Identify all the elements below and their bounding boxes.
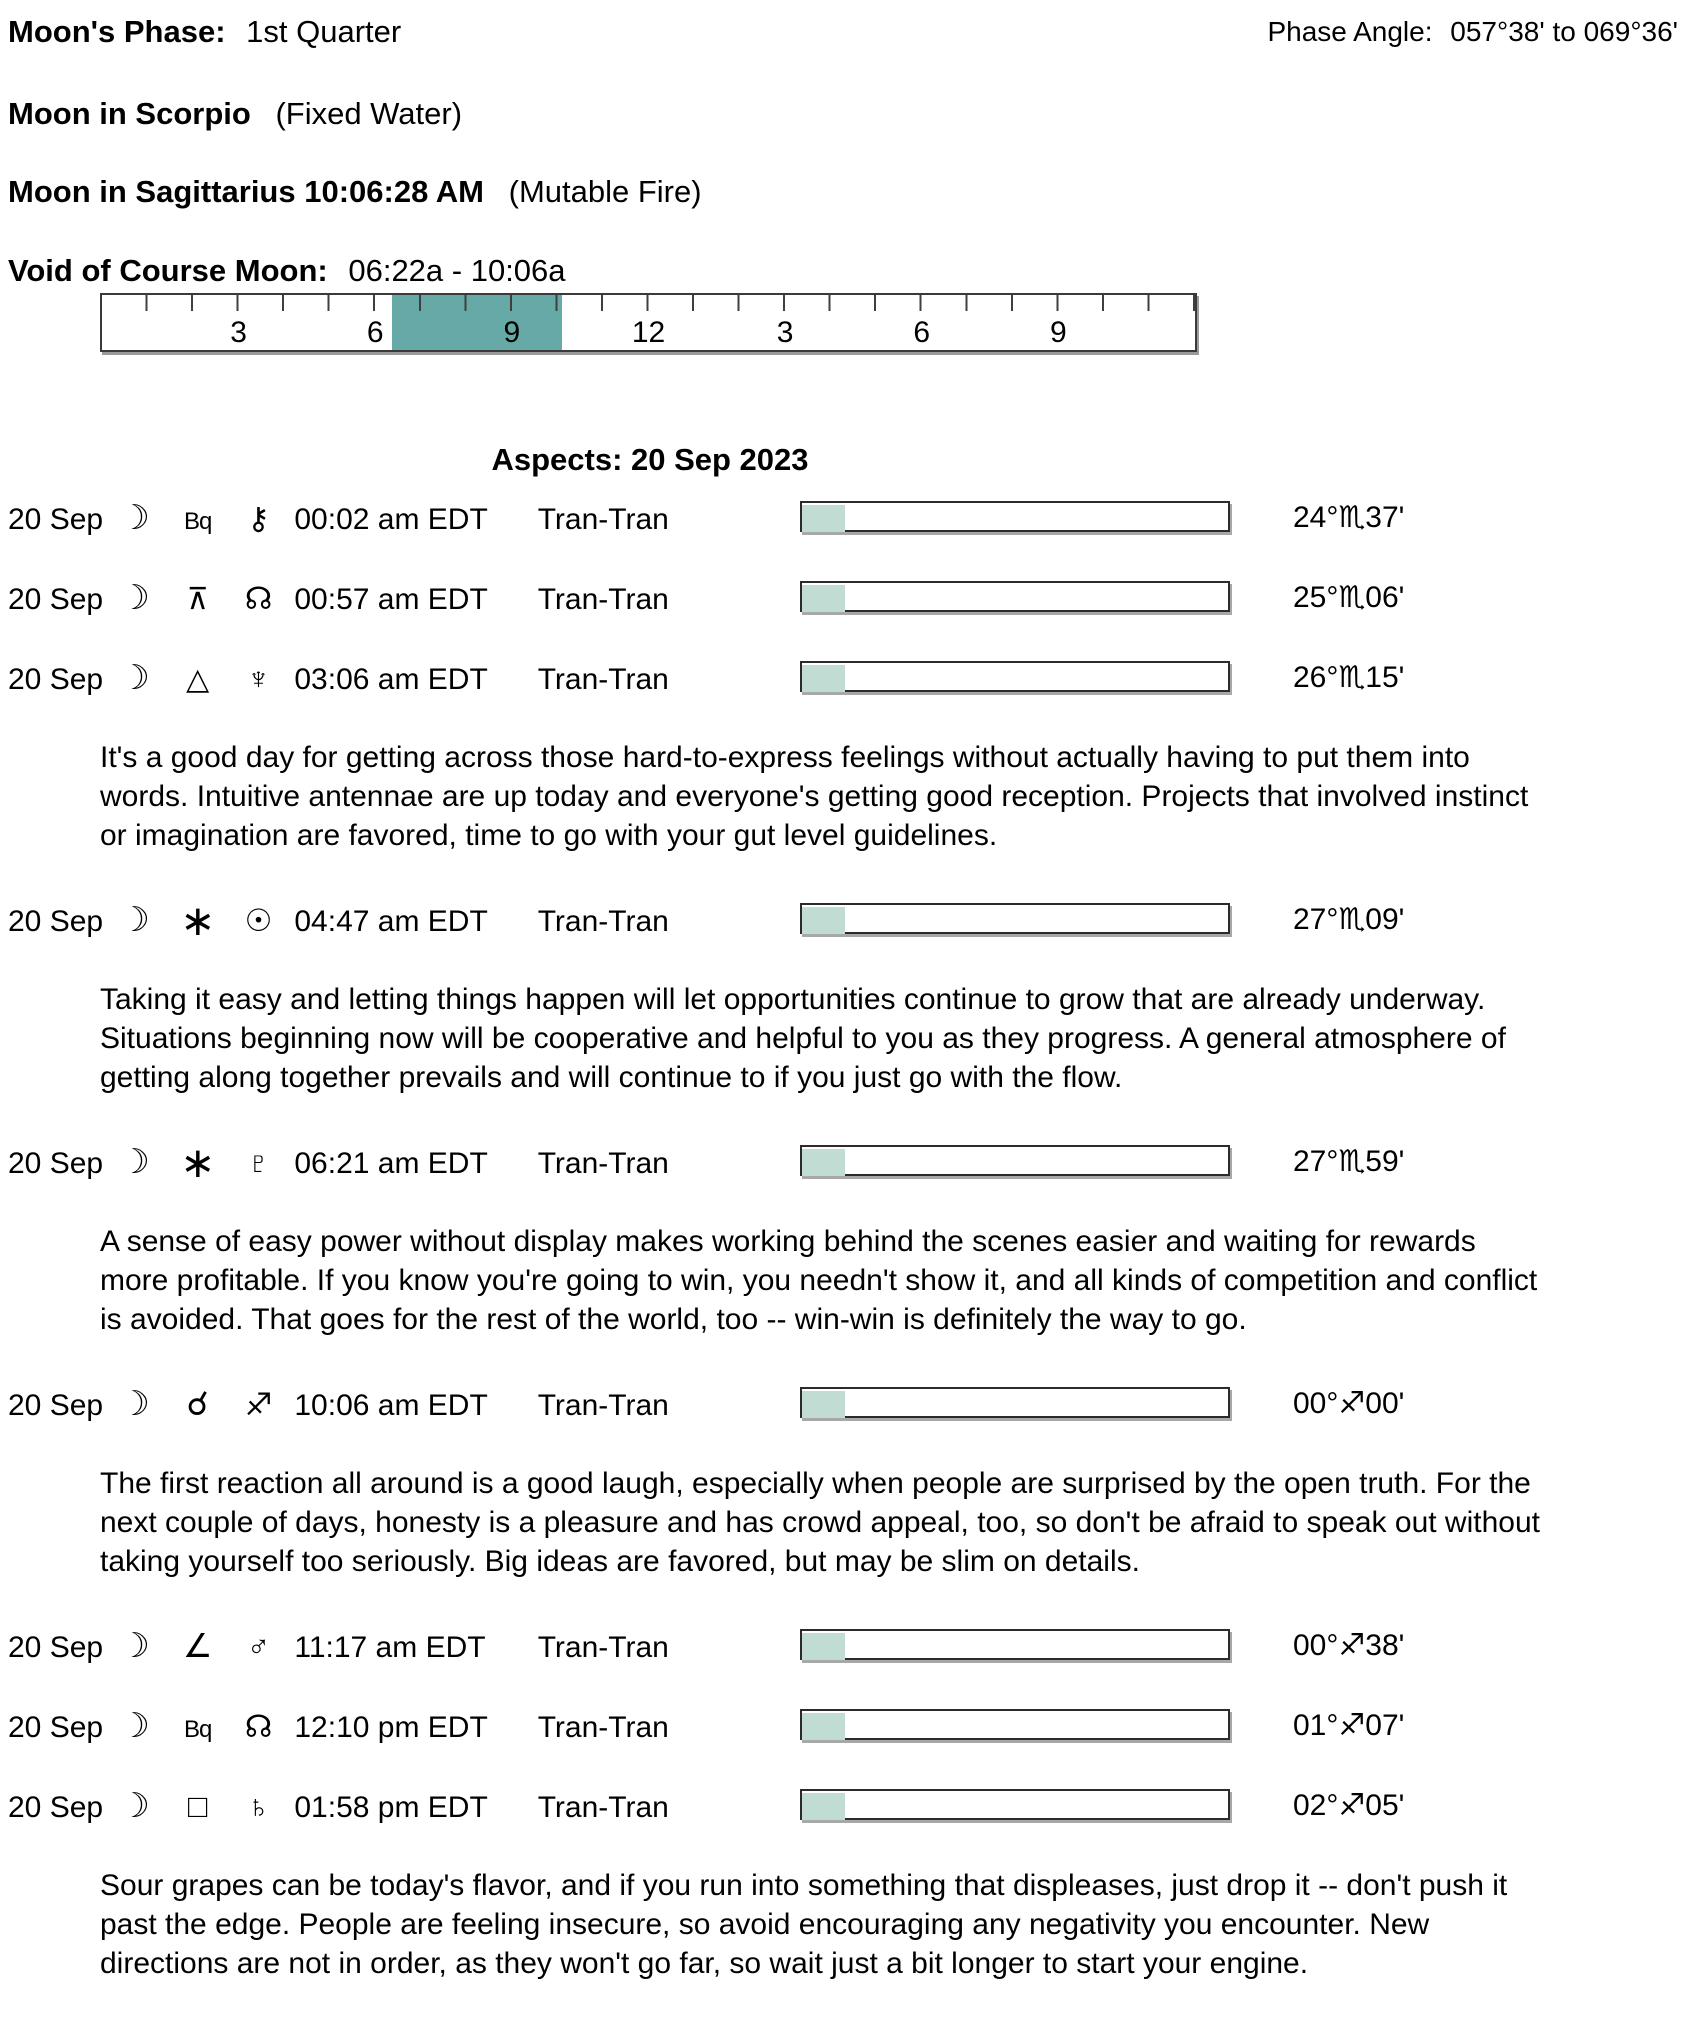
chiron-icon: ⚷ <box>247 501 270 536</box>
header-line-moon-scorpio <box>0 96 1688 132</box>
moon-icon: ☽ <box>119 901 150 939</box>
aspect-time: 03:06 am EDT <box>294 663 488 696</box>
moon-icon: ☽ <box>119 659 150 697</box>
orb-progress-fill <box>802 1149 845 1176</box>
aspect-block <box>0 1626 1688 1666</box>
aspect-block <box>0 498 1688 538</box>
aspect-position: 02°♐05' <box>1293 1789 1405 1822</box>
orb-progress-bar <box>800 501 1230 532</box>
ruler-hour-label: 3 <box>230 316 247 349</box>
header-line-phase <box>0 14 1688 50</box>
moon-in-scorpio-label: Moon in Scorpio <box>8 96 251 131</box>
voc-label: Void of Course Moon: <box>8 253 328 288</box>
aspect-block <box>0 578 1688 618</box>
aspect-time: 00:57 am EDT <box>294 583 488 616</box>
ruler-hour-ticks <box>102 295 1195 311</box>
aspect-time: 12:10 pm EDT <box>294 1711 488 1744</box>
orb-progress-fill <box>802 907 845 934</box>
voc-value: 06:22a - 10:06a <box>348 253 566 288</box>
aspect-position: 27°♏59' <box>1293 1145 1405 1178</box>
aspect-date: 20 Sep <box>8 1711 104 1744</box>
aspect-position: 00°♐00' <box>1293 1387 1405 1420</box>
moon-icon: ☽ <box>119 1385 150 1423</box>
aspect-type: Tran-Tran <box>537 1631 669 1664</box>
biquintile-icon: Bq <box>184 1716 212 1743</box>
orb-progress-fill <box>802 585 845 612</box>
trine-icon: △ <box>186 663 210 696</box>
aspect-time: 11:17 am EDT <box>294 1631 486 1664</box>
saturn-icon: ♄ <box>246 1789 271 1824</box>
aspect-type: Tran-Tran <box>537 1389 669 1422</box>
aspect-date: 20 Sep <box>8 1631 104 1664</box>
north-node-icon: ☊ <box>244 1709 273 1744</box>
orb-progress-bar <box>800 1709 1230 1740</box>
voc-timeline-ruler <box>100 293 1197 352</box>
aspect-row <box>0 1786 1688 1826</box>
aspect-row <box>0 1139 1688 1186</box>
aspect-row <box>0 498 1688 538</box>
orb-progress-fill <box>802 505 845 532</box>
aspect-time: 10:06 am EDT <box>294 1389 488 1422</box>
orb-progress-fill <box>802 665 845 692</box>
aspect-list <box>0 498 1688 1983</box>
ruler-hour-label: 9 <box>1050 316 1067 349</box>
aspect-interpretation: It's a good day for getting across those hard-to-express feelings without actually having to put them into words. Intuitive antennae are up today and everyone's getting good reception. Projects that involved instinct or imagination are favored, time to go with your gut level guidelines. <box>100 741 1529 852</box>
aspect-position: 25°♏06' <box>1293 581 1405 614</box>
aspect-position: 00°♐38' <box>1293 1629 1405 1662</box>
north-node-icon: ☊ <box>244 581 273 616</box>
moon-icon: ☽ <box>119 1787 150 1825</box>
moon-in-sagittarius-label: Moon in Sagittarius 10:06:28 AM <box>8 174 484 209</box>
orb-progress-bar <box>800 1145 1230 1176</box>
aspect-row <box>0 578 1688 618</box>
aspect-time: 00:02 am EDT <box>294 503 488 536</box>
orb-progress-bar <box>800 581 1230 612</box>
neptune-icon: ♆ <box>246 661 271 696</box>
aspect-position: 27°♏09' <box>1293 903 1405 936</box>
ruler-hour-label: 12 <box>631 316 666 349</box>
aspect-position: 24°♏37' <box>1293 501 1405 534</box>
moons-phase-label: Moon's Phase: <box>8 14 226 49</box>
orb-progress-bar <box>800 661 1230 692</box>
aspect-date: 20 Sep <box>8 663 104 696</box>
orb-progress-bar <box>800 903 1230 934</box>
aspects-title: Aspects: 20 Sep 2023 <box>491 442 809 477</box>
moon-icon: ☽ <box>119 1143 150 1181</box>
aspect-interpretation: Sour grapes can be today's flavor, and if you run into something that displeases, just drop it -- don't push it past the edge. People are feeling insecure, so avoid encouraging any negativity you encounter. New directions are not in order, as they won't go far, so wait just a bit longer to start your engine. <box>100 1869 1508 1980</box>
aspect-type: Tran-Tran <box>537 1711 669 1744</box>
aspect-block <box>0 1786 1688 1983</box>
aspect-block <box>0 897 1688 1097</box>
aspect-row <box>0 1626 1688 1666</box>
phase-angle-value: 057°38' to 069°36' <box>1450 16 1678 47</box>
aspect-date: 20 Sep <box>8 1389 104 1422</box>
sagittarius-icon: ♐ <box>244 1387 273 1422</box>
aspect-block <box>0 658 1688 855</box>
phase-angle <box>1267 16 1678 48</box>
aspect-time: 06:21 am EDT <box>294 1147 488 1180</box>
ruler-hour-label: 6 <box>366 316 384 349</box>
aspect-type: Tran-Tran <box>537 583 669 616</box>
orb-progress-fill <box>802 1713 845 1740</box>
aspect-row <box>0 1384 1688 1424</box>
aspect-date: 20 Sep <box>8 1791 104 1824</box>
mars-icon: ♂ <box>246 1629 271 1664</box>
sextile-icon: ∗ <box>180 1139 216 1186</box>
aspect-row <box>0 897 1688 944</box>
sun-icon: ☉ <box>244 903 273 938</box>
ruler-hour-label: 9 <box>503 316 521 349</box>
orb-progress-fill <box>802 1793 845 1820</box>
aspect-block <box>0 1384 1688 1581</box>
square-icon: □ <box>188 1788 208 1824</box>
aspect-position: 01°♐07' <box>1293 1709 1405 1742</box>
aspect-interpretation: The first reaction all around is a good laugh, especially when people are surprised by the open truth. For the next couple of days, honesty is a pleasure and has crowd appeal, too, so don't be afraid to speak out without taking yourself too seriously. Big ideas are favored, but may be slim on details. <box>100 1467 1540 1578</box>
aspect-time: 01:58 pm EDT <box>294 1791 488 1824</box>
orb-progress-bar <box>800 1629 1230 1660</box>
aspect-interpretation: A sense of easy power without display makes working behind the scenes easier and waiting for rewards more profitable. If you know you're going to win, you needn't show it, and all kinds of competition and conflict is avoided. That goes for the rest of the world, too -- win-win is definitely the way to go. <box>100 1225 1538 1336</box>
moon-icon: ☽ <box>119 1627 150 1665</box>
moon-in-scorpio-note: (Fixed Water) <box>275 96 463 131</box>
aspect-block <box>0 1706 1688 1746</box>
aspect-block <box>0 1139 1688 1339</box>
sextile-icon: ∗ <box>180 897 216 944</box>
aspect-row <box>0 1706 1688 1746</box>
orb-progress-fill <box>802 1633 845 1660</box>
aspect-time: 04:47 am EDT <box>294 905 488 938</box>
ruler-hour-label: 6 <box>913 316 931 349</box>
ruler-hour-label: 3 <box>776 316 794 349</box>
semisquare-icon: ∠ <box>182 1627 213 1664</box>
aspect-date: 20 Sep <box>8 583 104 616</box>
aspect-type: Tran-Tran <box>537 1791 669 1824</box>
quincunx-icon: ⊼ <box>186 583 209 616</box>
moon-icon: ☽ <box>119 499 150 537</box>
aspect-date: 20 Sep <box>8 905 104 938</box>
pluto-icon: ♇ <box>246 1145 271 1180</box>
phase-angle-label: Phase Angle: <box>1267 16 1433 47</box>
orb-progress-bar <box>800 1387 1230 1418</box>
moon-in-sagittarius-note: (Mutable Fire) <box>508 174 702 209</box>
conjunction-icon: ☌ <box>186 1385 209 1422</box>
moon-icon: ☽ <box>119 1707 150 1745</box>
aspect-interpretation: Taking it easy and letting things happen will let opportunities continue to grow that are already underway. Situations beginning now will be cooperative and helpful to you as they progress. A general atmosphere of getting along together prevails and will continue to if you just go with the flow. <box>100 983 1506 1094</box>
aspect-date: 20 Sep <box>8 503 104 536</box>
orb-progress-fill <box>802 1391 845 1418</box>
aspect-type: Tran-Tran <box>537 503 669 536</box>
moon-icon: ☽ <box>119 579 150 617</box>
orb-progress-bar <box>800 1789 1230 1820</box>
aspect-date: 20 Sep <box>8 1147 104 1180</box>
aspect-row <box>0 658 1688 698</box>
aspect-type: Tran-Tran <box>537 663 669 696</box>
header-line-voc <box>0 253 1688 289</box>
biquintile-icon: Bq <box>184 508 212 535</box>
aspect-type: Tran-Tran <box>537 1147 669 1180</box>
aspect-position: 26°♏15' <box>1293 661 1405 694</box>
aspect-type: Tran-Tran <box>537 905 669 938</box>
header-line-moon-sagittarius <box>0 174 1688 210</box>
moons-phase-value: 1st Quarter <box>246 14 402 49</box>
